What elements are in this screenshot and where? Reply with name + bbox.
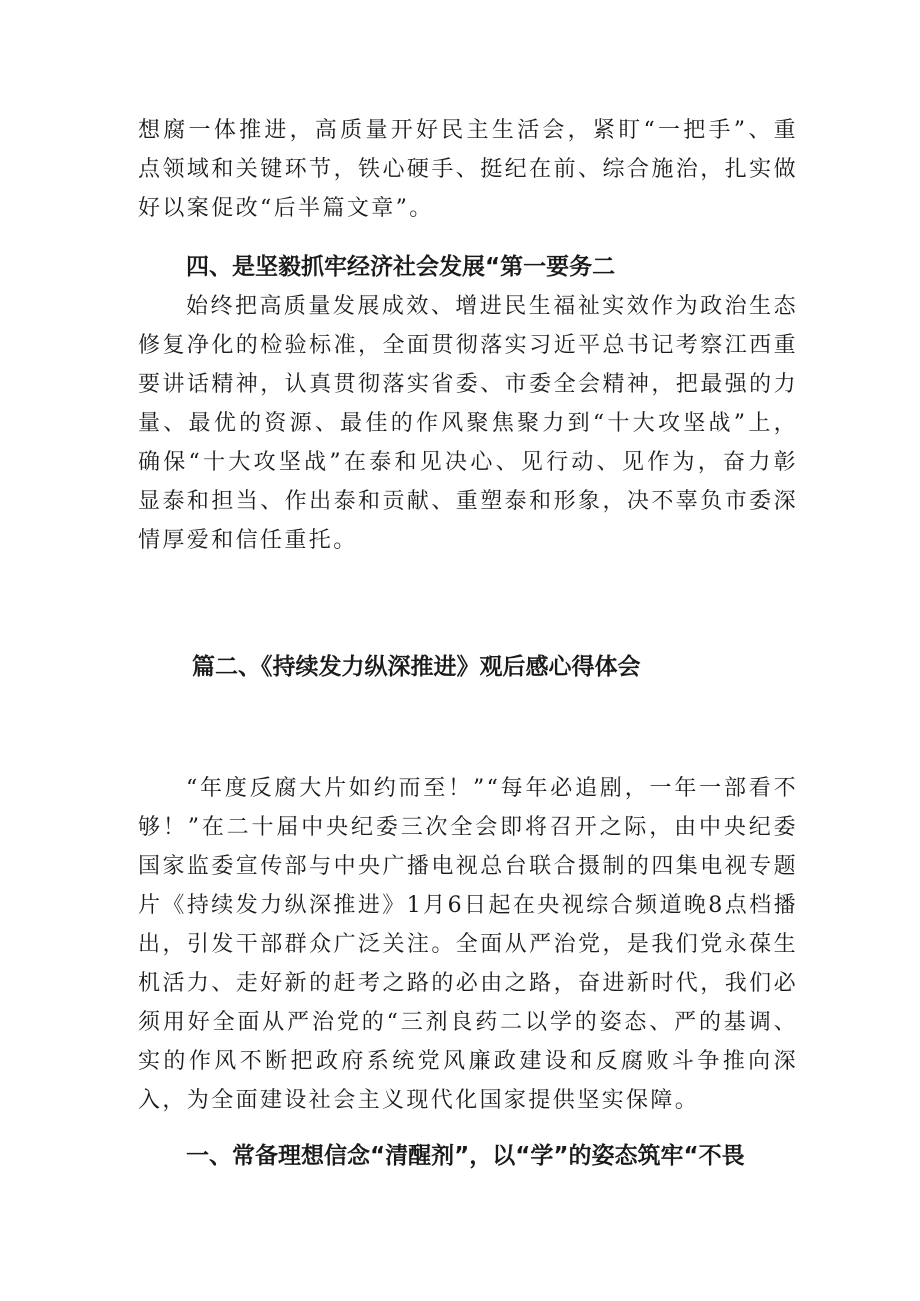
paragraph-continued: 想腐一体推进，高质量开好民主生活会，紧盯“一把手”、重点领域和关键环节，铁心硬手、挺纪在前、综合施治，扎实做好以案促改“后半篇文章”。 [138, 118, 798, 221]
paragraph-intro: “年度反腐大片如约而至！”“每年必追剧，一年一部看不够！”在二十届中央纪委三次全会即将召开之际，由中央纪委国家监委宣传部与中央广播电视总台联合摄制的四集电视专题片《持续发力纵深推进》1月6日起在央视综合频道晚8点档播出，引发干部群众广泛关注。全面从严治党，是我们党永葆生机活力、走好新的赶考之路的必由之路，奋进新时代，我们必须用好全面从严治党的“三剂良药二以学的姿态、严的基调、实的作风不断把政府系统党风廉政建设和反腐败斗争推向深入，为全面建设社会主义现代化国家提供坚实保障。 [138, 776, 798, 1113]
paragraph-section-four: 始终把高质量发展成效、增进民生福祉实效作为政治生态修复净化的检验标准，全面贯彻落实习近平总书记考察江西重要讲话精神，认真贯彻落实省委、市委全会精神，把最强的力量、最优的资源、最佳的作风聚焦聚力到“十大攻坚战”上，确保“十大攻坚战”在泰和见决心、见行动、见作为，奋力彰显泰和担当、作出泰和贡献、重塑泰和形象，决不辜负市委深情厚爱和信任重托。 [138, 294, 798, 553]
chapter-title: 篇二、《持续发力纵深推进》观后感心得体会 [192, 654, 641, 680]
section-heading-one: 一、常备理想信念“清醒剂”，以“学”的姿态筑牢“不畏 [186, 1143, 745, 1169]
section-heading-four: 四、是坚毅抓牢经济社会发展“第一要务二 [186, 254, 616, 280]
